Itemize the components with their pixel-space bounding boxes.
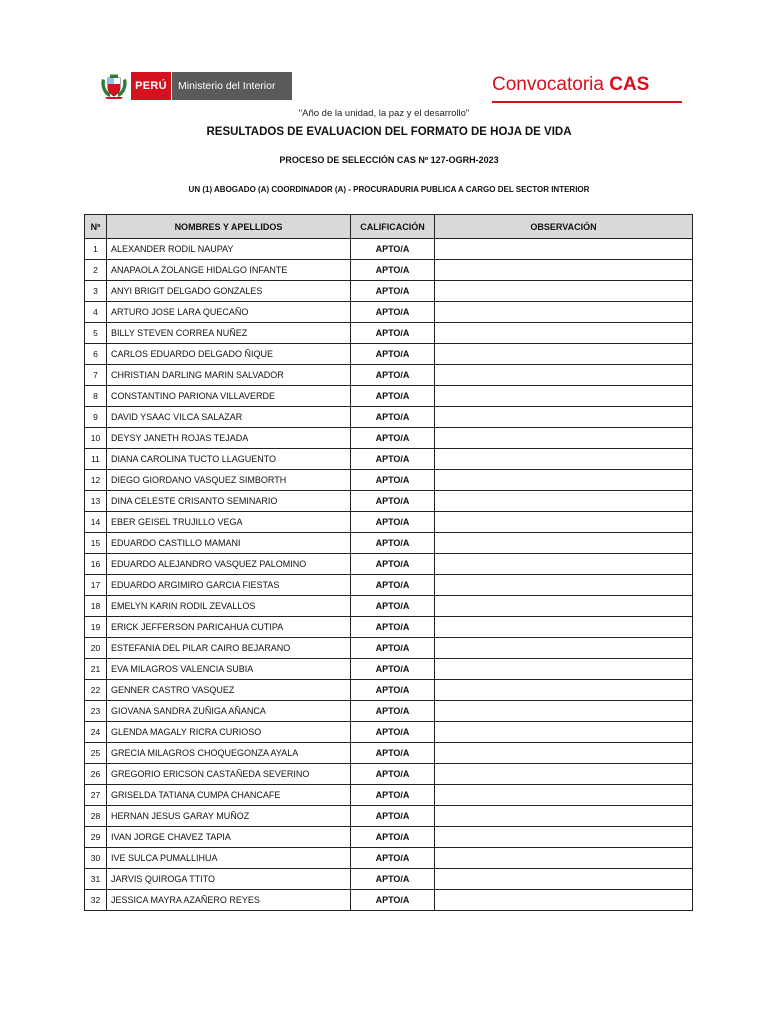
candidate-name: GENNER CASTRO VASQUEZ [107,680,351,701]
table-row [85,470,693,491]
observation [435,533,693,554]
qualification: APTO/A [351,575,435,596]
row-number: 23 [85,701,107,722]
row-number: 7 [85,365,107,386]
candidate-name: GRISELDA TATIANA CUMPA CHANCAFE [107,785,351,806]
document-title: RESULTADOS DE EVALUACION DEL FORMATO DE HOJA DE VIDA [206,126,572,138]
country-label: PERÚ [131,72,171,100]
table-header-row [85,215,693,239]
row-number: 20 [85,638,107,659]
table-row [85,764,693,785]
table-row [85,281,693,302]
row-number: 18 [85,596,107,617]
table-row [85,680,693,701]
qualification: APTO/A [351,827,435,848]
year-motto: "Año de la unidad, la paz y el desarrollo" [298,108,470,119]
position-label: UN (1) ABOGADO (A) COORDINADOR (A) - PROCURADURIA PUBLICA A CARGO DEL SECTOR INTERIOR [188,185,590,194]
table-row [85,596,693,617]
qualification: APTO/A [351,386,435,407]
qualification: APTO/A [351,890,435,911]
observation [435,344,693,365]
observation [435,575,693,596]
row-number: 26 [85,764,107,785]
table-row [85,785,693,806]
row-number: 2 [85,260,107,281]
qualification: APTO/A [351,659,435,680]
observation [435,701,693,722]
banner-title [492,74,649,96]
header-grade: CALIFICACIÓN [351,215,435,239]
table-row [85,323,693,344]
qualification: APTO/A [351,365,435,386]
candidate-name: GLENDA MAGALY RICRA CURIOSO [107,722,351,743]
candidate-name: CHRISTIAN DARLING MARIN SALVADOR [107,365,351,386]
table-row [85,302,693,323]
row-number: 15 [85,533,107,554]
candidate-name: ALEXANDER RODIL NAUPAY [107,239,351,260]
observation [435,554,693,575]
qualification: APTO/A [351,344,435,365]
table-row [85,848,693,869]
table-row [85,701,693,722]
qualification: APTO/A [351,533,435,554]
row-number: 17 [85,575,107,596]
observation [435,806,693,827]
row-number: 12 [85,470,107,491]
row-number: 4 [85,302,107,323]
qualification: APTO/A [351,302,435,323]
qualification: APTO/A [351,239,435,260]
candidate-name: EVA MILAGROS VALENCIA SUBIA [107,659,351,680]
observation [435,722,693,743]
observation [435,323,693,344]
coat-of-arms-icon [99,73,129,100]
observation [435,449,693,470]
row-number: 6 [85,344,107,365]
observation [435,491,693,512]
observation [435,512,693,533]
candidate-name: IVAN JORGE CHAVEZ TAPIA [107,827,351,848]
qualification: APTO/A [351,323,435,344]
observation [435,785,693,806]
row-number: 8 [85,386,107,407]
table-row [85,659,693,680]
observation [435,890,693,911]
qualification: APTO/A [351,764,435,785]
observation [435,638,693,659]
table-row [85,533,693,554]
table-row [85,260,693,281]
observation [435,827,693,848]
qualification: APTO/A [351,449,435,470]
row-number: 16 [85,554,107,575]
table-row [85,743,693,764]
candidate-name: EDUARDO ARGIMIRO GARCIA FIESTAS [107,575,351,596]
observation [435,617,693,638]
observation [435,470,693,491]
observation [435,848,693,869]
row-number: 24 [85,722,107,743]
qualification: APTO/A [351,407,435,428]
candidate-name: GREGORIO ERICSON CASTAÑEDA SEVERINO [107,764,351,785]
observation [435,869,693,890]
table-row [85,575,693,596]
qualification: APTO/A [351,470,435,491]
candidate-name: HERNAN JESUS GARAY MUÑOZ [107,806,351,827]
qualification: APTO/A [351,554,435,575]
observation [435,680,693,701]
candidate-name: EDUARDO CASTILLO MAMANI [107,533,351,554]
qualification: APTO/A [351,806,435,827]
candidate-name: ARTURO JOSE LARA QUECAÑO [107,302,351,323]
row-number: 1 [85,239,107,260]
candidate-name: CONSTANTINO PARIONA VILLAVERDE [107,386,351,407]
observation [435,239,693,260]
header-name: NOMBRES Y APELLIDOS [107,215,351,239]
row-number: 29 [85,827,107,848]
row-number: 21 [85,659,107,680]
candidate-name: ANAPAOLA ZOLANGE HIDALGO INFANTE [107,260,351,281]
observation [435,764,693,785]
page-header [0,0,768,110]
qualification: APTO/A [351,722,435,743]
observation [435,743,693,764]
ministry-label: Ministerio del Interior [172,72,292,100]
candidate-name: ANYI BRIGIT DELGADO GONZALES [107,281,351,302]
row-number: 11 [85,449,107,470]
candidate-name: EMELYN KARIN RODIL ZEVALLOS [107,596,351,617]
observation [435,281,693,302]
qualification: APTO/A [351,617,435,638]
observation [435,302,693,323]
header-num: Nº [85,215,107,239]
observation [435,659,693,680]
banner-accent: CAS [609,74,650,95]
qualification: APTO/A [351,512,435,533]
candidate-name: JARVIS QUIROGA TTITO [107,869,351,890]
observation [435,407,693,428]
candidate-name: ERICK JEFFERSON PARICAHUA CUTIPA [107,617,351,638]
candidate-name: DEYSY JANETH ROJAS TEJADA [107,428,351,449]
row-number: 10 [85,428,107,449]
table-row [85,806,693,827]
candidate-name: DIEGO GIORDANO VASQUEZ SIMBORTH [107,470,351,491]
table-row [85,869,693,890]
header-observation: OBSERVACIÓN [435,215,693,239]
qualification: APTO/A [351,260,435,281]
candidate-name: ESTEFANIA DEL PILAR CAIRO BEJARANO [107,638,351,659]
candidate-name: BILLY STEVEN CORREA NUÑEZ [107,323,351,344]
qualification: APTO/A [351,785,435,806]
candidate-name: JESSICA MAYRA AZAÑERO REYES [107,890,351,911]
observation [435,260,693,281]
row-number: 19 [85,617,107,638]
table-row [85,428,693,449]
candidate-name: DIANA CAROLINA TUCTO LLAGUENTO [107,449,351,470]
candidate-name: EBER GEISEL TRUJILLO VEGA [107,512,351,533]
row-number: 14 [85,512,107,533]
qualification: APTO/A [351,701,435,722]
qualification: APTO/A [351,281,435,302]
candidate-name: EDUARDO ALEJANDRO VASQUEZ PALOMINO [107,554,351,575]
candidate-name: DAVID YSAAC VILCA SALAZAR [107,407,351,428]
qualification: APTO/A [351,743,435,764]
row-number: 22 [85,680,107,701]
observation [435,596,693,617]
qualification: APTO/A [351,428,435,449]
row-number: 13 [85,491,107,512]
row-number: 27 [85,785,107,806]
table-row [85,449,693,470]
table-row [85,512,693,533]
table-row [85,890,693,911]
row-number: 5 [85,323,107,344]
banner-word: Convocatoria [492,74,604,95]
table-row [85,827,693,848]
candidate-name: DINA CELESTE CRISANTO SEMINARIO [107,491,351,512]
banner-underline [492,101,682,103]
observation [435,365,693,386]
process-label: PROCESO DE SELECCIÓN CAS Nº 127-OGRH-2023 [279,155,499,165]
qualification: APTO/A [351,491,435,512]
candidate-name: GRECIA MILAGROS CHOQUEGONZA AYALA [107,743,351,764]
table-row [85,365,693,386]
table-row [85,617,693,638]
observation [435,386,693,407]
row-number: 3 [85,281,107,302]
candidate-name: IVE SULCA PUMALLIHUA [107,848,351,869]
row-number: 31 [85,869,107,890]
row-number: 32 [85,890,107,911]
candidate-name: CARLOS EDUARDO DELGADO ÑIQUE [107,344,351,365]
row-number: 9 [85,407,107,428]
table-row [85,722,693,743]
qualification: APTO/A [351,638,435,659]
row-number: 25 [85,743,107,764]
results-table [84,214,693,911]
table-row [85,638,693,659]
qualification: APTO/A [351,680,435,701]
table-body [85,239,693,911]
table-row [85,386,693,407]
qualification: APTO/A [351,848,435,869]
row-number: 30 [85,848,107,869]
table-row [85,491,693,512]
qualification: APTO/A [351,869,435,890]
table-row [85,554,693,575]
observation [435,428,693,449]
candidate-name: GIOVANA SANDRA ZUÑIGA AÑANCA [107,701,351,722]
table-row [85,344,693,365]
table-row [85,239,693,260]
row-number: 28 [85,806,107,827]
table-row [85,407,693,428]
qualification: APTO/A [351,596,435,617]
